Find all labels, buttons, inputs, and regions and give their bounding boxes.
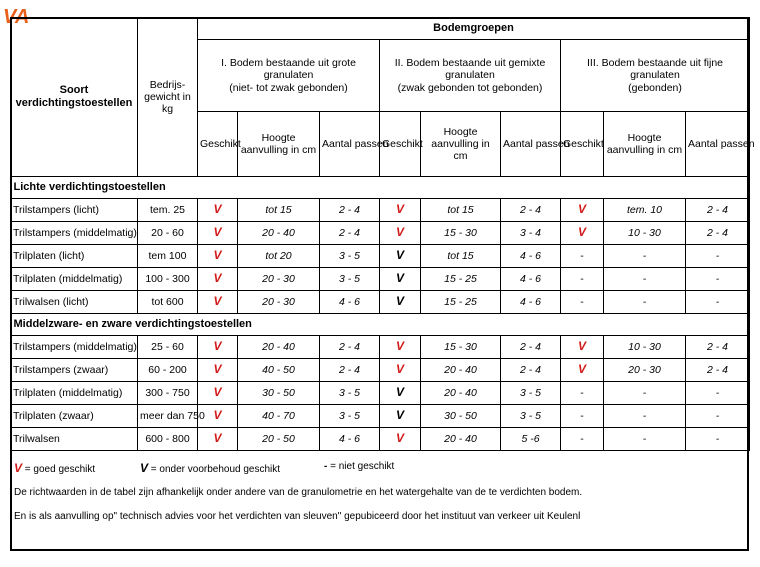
fill-height-cell: 15 - 30 <box>421 336 501 359</box>
passes-cell: 3 - 5 <box>501 405 561 428</box>
header-soort: Soort verdichtingstoestellen <box>11 18 138 177</box>
fill-height-cell: - <box>604 382 686 405</box>
legend-conditional: V = onder voorbehoud geschikt <box>140 461 281 475</box>
fill-height-cell: tem. 10 <box>604 199 686 222</box>
device-name: Trilwalsen <box>11 428 138 451</box>
passes-cell: 2 - 4 <box>320 336 380 359</box>
dash-mark: - <box>580 295 584 308</box>
passes-cell: 4 - 6 <box>501 245 561 268</box>
check-red-mark: V <box>213 294 222 309</box>
sub-geschikt-1: Geschikt <box>198 112 238 177</box>
table-row <box>11 382 750 405</box>
check-red-mark: V <box>213 362 222 377</box>
device-name: Trilstampers (middelmatig) <box>11 222 138 245</box>
suitability-cell <box>198 428 238 451</box>
fill-height-cell: tot 15 <box>421 199 501 222</box>
suitability-cell <box>561 268 604 291</box>
device-name: Trilplaten (middelmatig) <box>11 268 138 291</box>
passes-cell: - <box>686 382 750 405</box>
fill-height-cell: 15 - 30 <box>421 222 501 245</box>
table-row <box>11 245 750 268</box>
sub-passen-1: Aantal passen <box>320 112 380 177</box>
suitability-cell <box>561 291 604 314</box>
group-2-header: II. Bodem bestaande uit gemixte granulaten (zwak gebonden tot gebonden) <box>380 40 561 112</box>
passes-cell: 5 -6 <box>501 428 561 451</box>
passes-cell: 3 - 5 <box>320 405 380 428</box>
check-black-mark: V <box>395 385 404 400</box>
dash-mark: - <box>580 432 584 445</box>
fill-height-cell: 20 - 40 <box>238 222 320 245</box>
suitability-cell <box>561 382 604 405</box>
table-row <box>11 428 750 451</box>
fill-height-cell: 10 - 30 <box>604 222 686 245</box>
suitability-cell <box>380 336 421 359</box>
check-red-mark: V <box>577 362 586 377</box>
check-red-mark: V <box>213 271 222 286</box>
fill-height-cell: 20 - 40 <box>238 336 320 359</box>
table-row <box>11 405 750 428</box>
device-name: Trilplaten (zwaar) <box>11 405 138 428</box>
check-red-mark: V <box>213 385 222 400</box>
passes-cell: 3 - 5 <box>320 382 380 405</box>
fill-height-cell: tot 20 <box>238 245 320 268</box>
fill-height-cell: 15 - 25 <box>421 268 501 291</box>
passes-cell: 2 - 4 <box>320 359 380 382</box>
device-weight: 300 - 750 <box>138 382 198 405</box>
dash-mark: - <box>580 386 584 399</box>
check-red-mark: V <box>577 225 586 240</box>
suitability-cell <box>380 359 421 382</box>
check-red-mark: V <box>395 431 404 446</box>
section-header <box>11 314 750 336</box>
fill-height-cell: 30 - 50 <box>238 382 320 405</box>
fill-height-cell: - <box>604 245 686 268</box>
passes-cell: 2 - 4 <box>686 222 750 245</box>
check-red-mark: V <box>213 248 222 263</box>
device-weight: tem 100 <box>138 245 198 268</box>
device-name: Trilstampers (licht) <box>11 199 138 222</box>
device-name: Trilstampers (middelmatig) <box>11 336 138 359</box>
section-header <box>11 177 750 199</box>
device-weight: tot 600 <box>138 291 198 314</box>
passes-cell: - <box>686 268 750 291</box>
note-1: De richtwaarden in de tabel zijn afhankelijk onder andere van de granulometrie en het watergehalte van de te verdichten bodem. <box>14 487 583 498</box>
table-row <box>11 222 750 245</box>
table-row <box>11 199 750 222</box>
check-black-mark: V <box>395 248 404 263</box>
note-2: En is als aanvulling op" technisch advies voor het verdichten van sleuven" gepubiceerd door het instituut van verkeer uit Keulenl <box>14 511 581 522</box>
fill-height-cell: 20 - 40 <box>421 359 501 382</box>
suitability-cell <box>380 382 421 405</box>
check-red-mark: V <box>395 225 404 240</box>
section-title: Middelzware- en zware verdichtingstoestellen <box>11 314 750 336</box>
fill-height-cell: tot 15 <box>238 199 320 222</box>
device-weight: meer dan 750 <box>138 405 198 428</box>
fill-height-cell: - <box>604 291 686 314</box>
fill-height-cell: - <box>604 268 686 291</box>
check-red-mark: V <box>213 408 222 423</box>
suitability-cell <box>198 268 238 291</box>
suitability-cell <box>198 222 238 245</box>
check-red-mark: V <box>577 202 586 217</box>
legend-suitable: V = goed geschikt <box>14 461 96 475</box>
check-red-mark: V <box>395 362 404 377</box>
passes-cell: 2 - 4 <box>686 199 750 222</box>
suitability-cell <box>198 199 238 222</box>
check-red-mark: V <box>395 202 404 217</box>
fill-height-cell: 40 - 50 <box>238 359 320 382</box>
table-row <box>11 336 750 359</box>
suitability-cell <box>380 291 421 314</box>
passes-cell: 2 - 4 <box>686 336 750 359</box>
check-black-mark: V <box>395 294 404 309</box>
passes-cell: 2 - 4 <box>320 199 380 222</box>
fill-height-cell: 15 - 25 <box>421 291 501 314</box>
logo-text: VA <box>3 6 30 28</box>
check-black-mark: V <box>395 408 404 423</box>
header-bodemgroepen: Bodemgroepen <box>198 18 750 40</box>
dash-mark: - <box>580 409 584 422</box>
suitability-cell <box>561 199 604 222</box>
suitability-cell <box>380 405 421 428</box>
passes-cell: 4 - 6 <box>320 291 380 314</box>
fill-height-cell: 20 - 40 <box>421 428 501 451</box>
group-1-header: I. Bodem bestaande uit grote granulaten (niet- tot zwak gebonden) <box>198 40 380 112</box>
suitability-cell <box>380 268 421 291</box>
device-weight: 100 - 300 <box>138 268 198 291</box>
legend-v-black: V <box>140 461 149 475</box>
passes-cell: 4 - 6 <box>501 291 561 314</box>
device-name: Trilplaten (middelmatig) <box>11 382 138 405</box>
table-row <box>11 291 750 314</box>
suitability-cell <box>198 336 238 359</box>
device-name: Trilwalsen (licht) <box>11 291 138 314</box>
passes-cell: 4 - 6 <box>320 428 380 451</box>
check-red-mark: V <box>213 225 222 240</box>
passes-cell: 4 - 6 <box>501 268 561 291</box>
check-red-mark: V <box>577 339 586 354</box>
table-row <box>11 359 750 382</box>
passes-cell: 3 - 5 <box>320 268 380 291</box>
fill-height-cell: 20 - 30 <box>238 268 320 291</box>
suitability-cell <box>561 428 604 451</box>
section-title: Lichte verdichtingstoestellen <box>11 177 750 199</box>
passes-cell: 2 - 4 <box>501 359 561 382</box>
passes-cell: 3 - 5 <box>501 382 561 405</box>
fill-height-cell: 40 - 70 <box>238 405 320 428</box>
device-weight: tem. 25 <box>138 199 198 222</box>
fill-height-cell: tot 15 <box>421 245 501 268</box>
suitability-cell <box>561 359 604 382</box>
passes-cell: 2 - 4 <box>320 222 380 245</box>
compaction-table <box>10 17 755 451</box>
suitability-cell <box>561 336 604 359</box>
passes-cell: 2 - 4 <box>501 199 561 222</box>
passes-cell: 2 - 4 <box>501 336 561 359</box>
check-red-mark: V <box>213 202 222 217</box>
device-name: Trilplaten (licht) <box>11 245 138 268</box>
legend-v-red: V <box>14 461 23 475</box>
suitability-cell <box>380 199 421 222</box>
fill-height-cell: 20 - 30 <box>238 291 320 314</box>
passes-cell: - <box>686 245 750 268</box>
device-name: Trilstampers (zwaar) <box>11 359 138 382</box>
device-weight: 20 - 60 <box>138 222 198 245</box>
fill-height-cell: 20 - 30 <box>604 359 686 382</box>
dash-mark: - <box>580 249 584 262</box>
suitability-cell <box>198 291 238 314</box>
fill-height-cell: - <box>604 428 686 451</box>
fill-height-cell: 20 - 50 <box>238 428 320 451</box>
check-red-mark: V <box>395 339 404 354</box>
check-black-mark: V <box>395 271 404 286</box>
fill-height-cell: - <box>604 405 686 428</box>
sub-hoogte-3: Hoogte aanvulling in cm <box>604 112 686 177</box>
passes-cell: - <box>686 405 750 428</box>
sub-passen-3: Aantal passen <box>686 112 750 177</box>
sub-passen-2: Aantal passen <box>501 112 561 177</box>
dash-mark: - <box>580 272 584 285</box>
fill-height-cell: 10 - 30 <box>604 336 686 359</box>
passes-cell: 2 - 4 <box>686 359 750 382</box>
table-row <box>11 268 750 291</box>
device-weight: 600 - 800 <box>138 428 198 451</box>
suitability-cell <box>198 245 238 268</box>
sub-geschikt-2: Geschikt <box>380 112 421 177</box>
header-gewicht: Bedrijs-gewicht in kg <box>138 18 198 177</box>
legend-unsuitable: - = niet geschikt <box>324 461 395 472</box>
sub-hoogte-1: Hoogte aanvulling in cm <box>238 112 320 177</box>
suitability-cell <box>380 222 421 245</box>
suitability-cell <box>380 428 421 451</box>
device-weight: 25 - 60 <box>138 336 198 359</box>
group-3-header: III. Bodem bestaande uit fijne granulaten (gebonden) <box>561 40 750 112</box>
suitability-cell <box>380 245 421 268</box>
passes-cell: - <box>686 291 750 314</box>
suitability-cell <box>561 405 604 428</box>
check-red-mark: V <box>213 431 222 446</box>
device-weight: 60 - 200 <box>138 359 198 382</box>
suitability-cell <box>561 222 604 245</box>
sub-hoogte-2: Hoogte aanvulling in cm <box>421 112 501 177</box>
passes-cell: 3 - 5 <box>320 245 380 268</box>
check-red-mark: V <box>213 339 222 354</box>
suitability-cell <box>561 245 604 268</box>
sub-geschikt-3: Geschikt <box>561 112 604 177</box>
suitability-cell <box>198 382 238 405</box>
fill-height-cell: 20 - 40 <box>421 382 501 405</box>
suitability-cell <box>198 359 238 382</box>
fill-height-cell: 30 - 50 <box>421 405 501 428</box>
passes-cell: 3 - 4 <box>501 222 561 245</box>
passes-cell: - <box>686 428 750 451</box>
